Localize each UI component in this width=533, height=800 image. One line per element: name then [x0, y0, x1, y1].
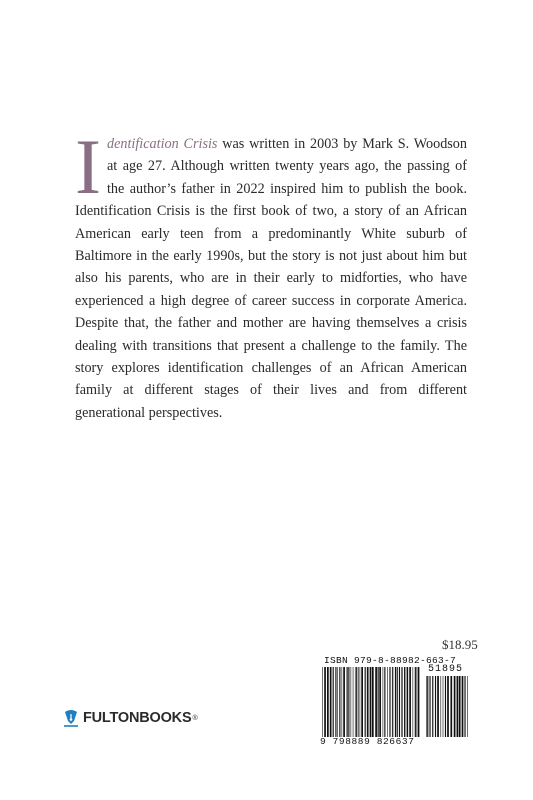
description-text: was written in 2003 by Mark S. Woodson at age 27. Although written twenty years ago, the passing of the author’s father in 2022 inspired him to publish the book. Identification Crisis is the first book of two, a story of an African American early teen from a predominantly White suburb of Baltimore in the early 1990s, but the story is not just about him but also his parents, who are in their early to midforties, who have experienced a high degree of career success in corporate America. Despite that, the father and mother are having themselves a crisis dealing with transitions that present a challenge to the family. The story explores identification challenges of an African American family at different stages of their lives and from different generational perspectives.: [75, 136, 467, 421]
barcode-addon-digits: 51895: [428, 664, 464, 675]
isbn-barcode: [316, 654, 474, 748]
isbn-label: ISBN 979-8-88982-663-7: [324, 655, 457, 666]
publisher-name: FULTONBOOKS: [83, 710, 192, 726]
registered-mark: ®: [192, 714, 198, 722]
pen-nib-icon: [62, 708, 80, 728]
barcode-digits: 9 798889 826637: [320, 736, 415, 747]
barcode-addon-bars: [426, 676, 470, 737]
publisher-logo: [62, 707, 198, 729]
price-label: $18.95: [442, 637, 478, 652]
barcode-bars: [322, 667, 420, 737]
book-description: [75, 123, 467, 424]
book-title-italic: dentification Crisis: [106, 136, 218, 152]
drop-cap: I: [75, 123, 101, 210]
